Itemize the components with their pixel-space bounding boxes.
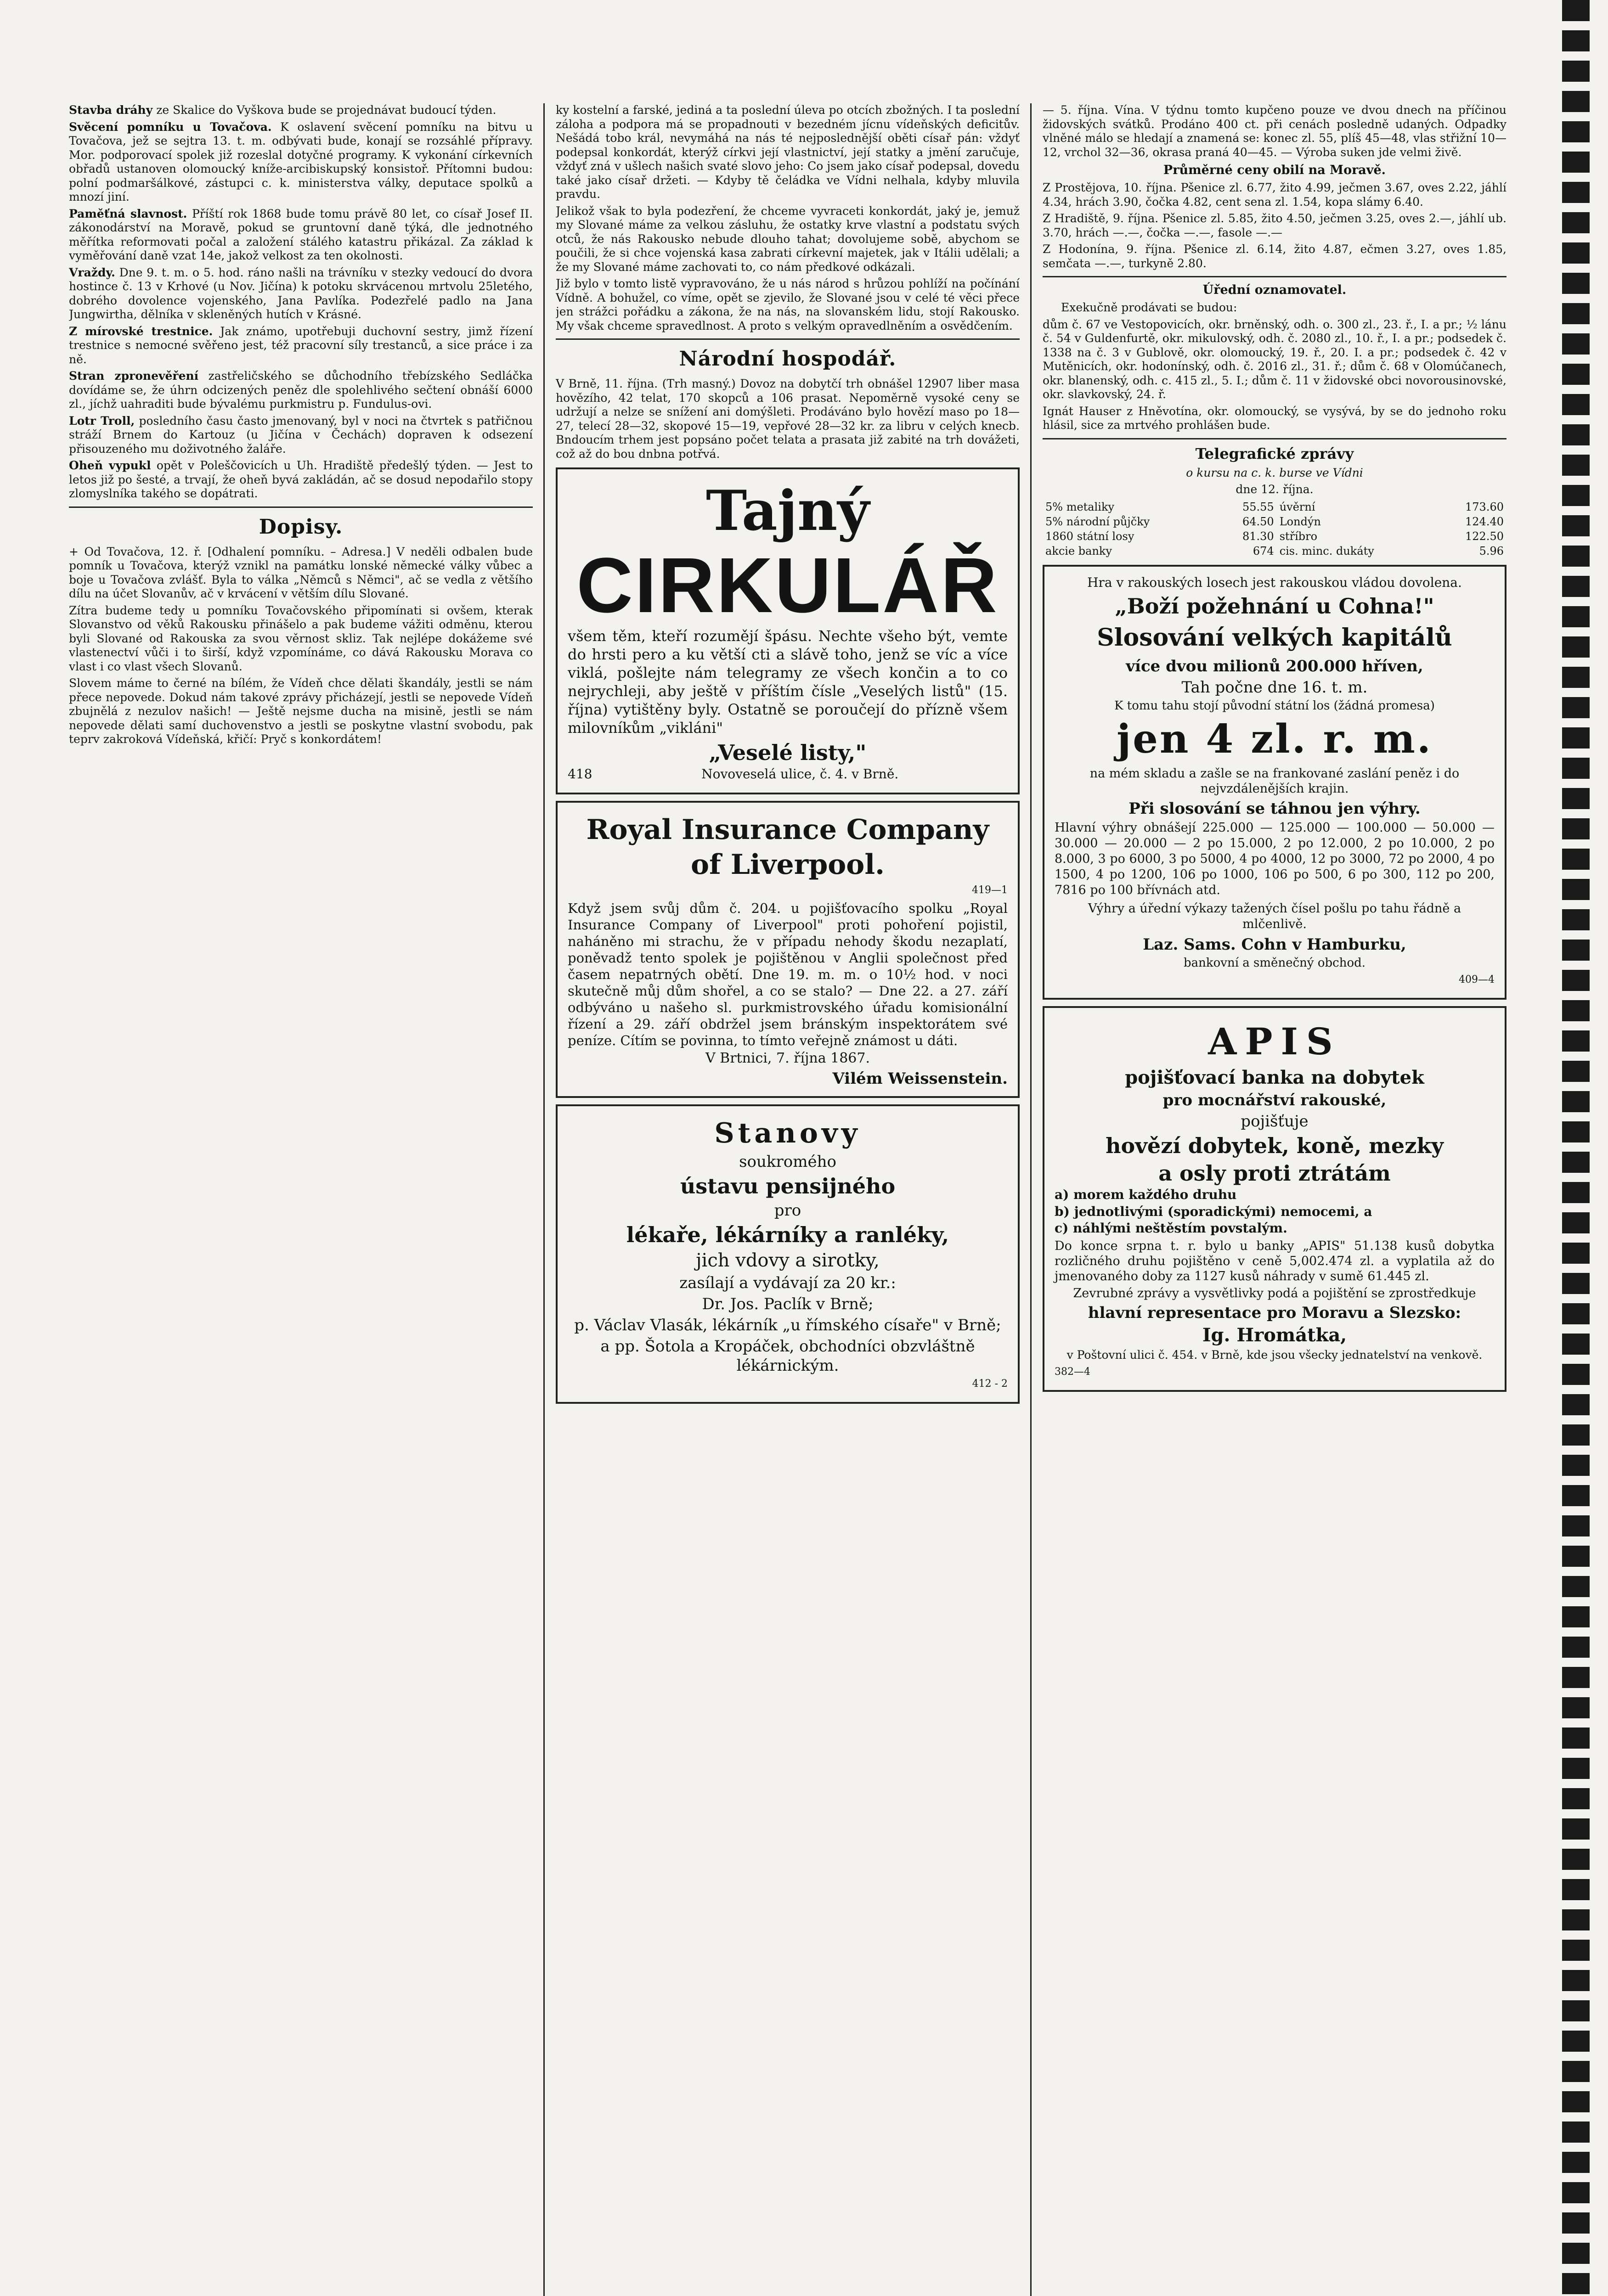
table-row: 5% metaliky 55.55 úvěrní 173.60 [1045,500,1504,513]
ad-number: 409—4 [1459,974,1495,985]
ad-line: Hlavní výhry obnášejí 225.000 — 125.000 — 100.000 — 50.000 — 30.000 — 20.000 — 2 po 15.000, 2 po 12.000, 2 po 10.000, 2 po 8.000, 3 po 6000, 3 po 5000, 4 po 4000, 12 po 3000, 72 po 2000, 4 po 1500, 4 po 1200, 106 po 1000, 106 po 500, 6 po 300, 112 po 200, 7816 po 100 břívnách atd. [1055,821,1495,897]
ad-signature: Laz. Sams. Cohn v Hamburku, [1143,935,1406,954]
ad-signature: Vilém Weissenstein. [832,1069,1008,1088]
ad-line: pojišťuje [1241,1112,1309,1131]
ad-line: Hra v rakouských losech jest rakouskou vládou dovolena. [1087,574,1462,590]
ad-title: Royal Insurance Company [586,813,989,846]
ad-cohn-lottery [1043,565,1506,1000]
market-report: V Brně, 11. října. (Trh masný.) Dovoz na dobytčí trh obnášel 12907 liber masa hovězího, 42 telat, 170 skopců a 106 prasat. Nepoměrně vysoké ceny se udržují a nelze se snížení ani domýšleti. Prodáváno bylo hovězí maso po 18—27, telecí 28—32, skopové 15—19, vepřové 28—32 kr. za libru v celých knecb. Bndoucím trhem jest popsáno počet telata a prasata již zabité na trh dovážeti, což až do bou dnbna potřvá. [556,377,1020,461]
ad-price: jen 4 zl. r. m. [1117,716,1433,762]
ad-line: hlavní representace pro Moravu a Slezsko: [1088,1304,1461,1322]
ad-line: soukromého [739,1152,836,1171]
section-title-dopisy: Dopisy. [259,515,343,539]
ad-title: of Liverpool. [690,848,885,881]
news-item: Lotr Troll, posledního času často jmenovaný, byl v noci na čtvrtek s patřičnou stráží Brnem do Kartouz (u Jičína v Čechách) dopraven k odsezení přisouzeného mu doživotného žaláře. [69,414,533,456]
divider [69,506,533,508]
ad-line: bankovní a směnečný obchod. [1183,956,1366,970]
ad-title: a osly proti ztrátám [1158,1161,1391,1186]
price-item: Z Hradiště, 9. října. Pšenice zl. 5.85, žito 4.50, ječmen 3.25, oves 2.—, jáhlí ub. 3.70, hrách —.—, čočka —.—, fasole —.— [1043,212,1506,239]
ad-royal-insurance [556,801,1020,1098]
news-item: Stavba dráhy ze Skalice do Vyškova bude se projednávat budoucí týden. [69,103,497,117]
tele-date: dne 12. října. [1236,483,1314,496]
ad-line: K tomu tahu stojí původní státní los (žádná promesa) [1114,698,1435,713]
article-paragraph: Již bylo v tomto listě vypravováno, že u nás národ s hrůzou pohlíží na počínání Vídně. A bohužel, co víme, opět se zjevilo, že Slované jsou v celé té věci přece jen strážci pořádku a zákona, že na nás, na slovanském lidu, stojí Rakousko. My však chceme spravedlnost. A proto s velkým opravedlněním a osvědčením. [556,277,1020,332]
ad-title: Stanovy [714,1117,861,1149]
news-item: Oheň vypukl opět v Poleščovicích u Uh. Hradiště předešlý týden. — Jest to letos již po šesté, a trvají, že oheň byvá zakládán, ač se dosud nepodařilo stopy zlomyslníka takého se dopátrati. [69,459,533,500]
urad-subtitle: Exekučně prodávati se budou: [1061,301,1237,314]
ad-place: V Brtnici, 7. října 1867. [705,1050,870,1066]
ad-line: Výhry a úřední výkazy tažených čísel pošlu po tahu řádně a mlčenlivě. [1088,901,1461,931]
column-rule [543,103,545,2296]
divider [1043,276,1506,277]
ad-line: zasílají a vydávají za 20 kr.: [679,1273,896,1292]
ad-line: na mém skladu a zašle se na frankované zaslání peněz i do nejvzdálenějších krajin. [1089,766,1460,796]
ad-title: Slosování velkých kapitálů [1097,623,1452,652]
ad-line: Zevrubné zprávy a vysvětlivky podá a pojištění se zprostředkuje [1073,1286,1476,1300]
ad-title: Tajný [706,478,869,543]
ad-title: APIS [1208,1020,1341,1063]
ad-number: 419—1 [972,884,1008,896]
ad-line: p. Václav Vlasák, lékárník „u římského císaře" v Brně; [574,1316,1001,1334]
section-title-narodni: Národní hospodář. [679,347,897,371]
ad-title: hovězí dobytek, koně, mezky [1106,1133,1444,1158]
news-item: Paměťná slavnost. Příští rok 1868 bude tomu právě 80 let, co císař Josef II. zákonodárství na Moravě, pokud se gruntovní daně týká, dle jednotného měřítka reformovati počal a založení stálého katastru přikázal. Za základ k vyměřování daně vzat 14e, jakož velkost za ten okolnosti. [69,207,533,262]
ad-address: 418 Novoveselá ulice, č. 4. v Brně. [568,766,899,782]
ad-title-large: CIRKULÁŘ [576,542,999,629]
price-item: Z Hodonína, 9. října. Pšenice zl. 6.14, žito 4.87, ečmen 3.27, oves 1.85, semčata —.—, turkyně 2.80. [1043,242,1506,270]
ad-stanovy [556,1104,1020,1404]
ad-line: pojišťovací banka na dobytek [1125,1067,1424,1088]
rates-table [1043,500,1506,558]
ad-signature: Ig. Hromátka, [1202,1324,1347,1346]
ad-text: Když jsem svůj dům č. 204. u pojišťovacího spolku „Royal Insurance Company of Liverpool" proti pohoření pojistil, naháněno mi strachu, že v případu nehody škodu nezaplatí, poněvadž tento spolek je pojištěnou v Anglii společnost před časem nepatrných obětí. Dne 19. m. m. o 10½ hod. v noci skutečně můj dům shořel, a co se stalo? — Dne 22. a 27. září odbýváno u našeho sl. purkmistrovského úřadu komisionální řízení a 29. září obdržel jsem bránským inspektorátem své peníze. Cítím se povinna, to tímto veřejně známost u dáti. [568,900,1008,1048]
news-item: Vraždy. Dne 9. t. m. o 5. hod. ráno našli na trávníku v stezky vedoucí do dvora hostince č. 13 v Krhové (u Nov. Jičína) k potoku skrvácenou mrtvolu 25letého, dobrého dovolence vojenského, Jana Pavlíka. Podezřelé padlo na Jana Jungwirtha, dělníka v skleněných hutích v Krásné. [69,265,533,321]
ad-tajny-cirkular [556,467,1020,794]
table-row: 1860 státní losy 81.30 stříbro 122.50 [1045,529,1504,543]
ad-apis [1043,1006,1506,1392]
price-item: Z Prostějova, 10. října. Pšenice zl. 6.77, žito 4.99, ječmen 3.67, oves 2.22, jáhlí 4.34, hrách 3.90, čočka 4.82, cent sena zl. 1.54, kopa slámy 6.40. [1043,181,1506,208]
ad-brand: „Veselé listy," [709,740,867,765]
column-3 [1043,103,1506,2296]
ad-line: Dr. Jos. Paclík v Brně; [702,1294,874,1313]
ad-line: Tah počne dne 16. t. m. [1181,678,1368,697]
wine-report: — 5. října. Vína. V týdnu tomto kupčeno pouze ve dvou dnech na příčinou židovských svátků. Prodáno 400 ct. při cenách posledně udaných. Odpadky vlněné málo se hledají a znamená se: konec zl. 55, plíš 45—48, vlas střižní 10—12, vrchol 32—36, okrasa praná 40—45. — Výroba suken jde velmi živě. [1043,103,1506,159]
news-item: Stran zpronevěření zastřeličského se důchodního třebízského Sedláčka dovídáme se, že úhrn odcizených peněz dle spolehlivého sečtení obnáší 6000 zl., jíchž uahraditi bude bývalému purkmistru p. Fundulus-ovi. [69,369,533,411]
tele-subtitle: o kursu na c. k. burse ve Vídni [1186,466,1363,479]
column-1 [69,103,533,2296]
ad-line: jich vdovy a sirotky, [696,1249,880,1271]
letter-paragraph: Slovem máme to černé na bílém, že Vídeň chce dělati škandály, jestli se nám přece nepovede. Dokud nám takové zprávy přicházejí, jestli se nepovede Vídeň zbujnělá z nezulov našich! — Ještě nejsme ducha na misině, jestli se nám nepovede dělati samí duchovenstvo a jestli se poskytne vlastní svobodu, pak teprv zakroková Vídeňská, křičí: Pryč s konkordátem! [69,676,533,746]
ad-line: více dvou milionů 200.000 hříven, [1126,657,1423,675]
ad-line: b) jednotlivými (sporadickými) nemocemi, a [1055,1204,1372,1219]
article-paragraph: ky kostelní a farské, jediná a ta poslední úleva po otcích zbožných. I ta poslední záloha a podpora má se propadnouti v bezedném jícnu vídeňských deficitův. Nešádá tobo král, nevymáhá na nás té nejposlednější oběti císař pán: vždyť podepsal konkordát, kterýž církvi její vlastnictví, její statky a jmění zaručuje, vždyť zná v ušlech našich svaté slovo jeho: Co jsem jako císař podepsal, dovedu také jako císař držeti. — Kdyby tě čeládka ve Vídni nelhala, kdyby mluvila pravdu. [556,103,1020,201]
ad-line: a pp. Šotola a Kropáček, obchodníci obzvláštně lékárnickým. [600,1337,975,1375]
news-item: Svěcení pomníku u Tovačova. K oslavení svěcení pomníku na bitvu u Tovačova, jež se sejtra 13. t. m. odbývati bude, konají se rozsáhlé přípravy. Mor. podporovací spolek již rozeslal dotyčné programy. K vykonání církevních obřadů ustanoven olomoucký kníže-arcibiskupský konsistoř. Přítomni budou: polní podmaršálkové, zástupci c. k. ministerstva války, deputace spolků a mnozí jiní. [69,120,533,203]
ad-number: 382—4 [1055,1366,1090,1378]
ad-line: pro [774,1201,801,1220]
column-rule [1030,103,1032,2296]
letter-paragraph: Zítra budeme tedy u pomníku Tovačovského připomínati si ovšem, kterak Slovanstvo od věků Rakousku přinášelo a pak budeme vážiti odměnu, kterou byli Slované od Rakouska za svou věrnost skliz. Tak nejlépe dokážeme své vlastenectví vůči i to širší, když vzpomínáme, co dává Rakousku Morava co vlast i co vlast všech Slovanů. [69,603,533,673]
ad-line: ústavu pensijného [680,1173,896,1199]
urad-text: Ignát Hauser z Hněvotína, okr. olomoucký, se vysývá, by se do jednoho roku hlásil, sice za mrtvého prohlášen bude. [1043,404,1506,432]
article-paragraph: Jelikož však to byla podezření, že chceme vyvraceti konkordát, jaký je, jemuž my Slované máme za velkou zásluhu, že ostatky krve vlastní a podstatu svých otců, že nás Rakousko nebude dlouho tahat; dovolujeme sobě, abychom se poučili, že si chce vojenská kasa zabrati církevní majetek, jak v Itálii udělali; a že my Slované máme zachovati to, co nám předkové odkázali. [556,204,1020,274]
divider [1043,438,1506,439]
section-title-urad: Úřední oznamovatel. [1202,283,1347,297]
binding-edge [1562,0,1590,2296]
column-2 [556,103,1020,2296]
ad-line: Do konce srpna t. r. bylo u banky „APIS" 51.138 kusů dobytka rozličného druhu pojištěno v ceně 5,002.474 zl. a vyplatila až do jmenovaného doby za 1127 kusů náhrady v sumě 61.445 zl. [1055,1238,1495,1283]
ad-line: a) morem každého druhu [1055,1187,1237,1202]
section-title-tele: Telegrafické zprávy [1195,445,1354,462]
ad-line: v Poštovní ulici č. 454. v Brně, kde jsou všecky jednatelství na venkově. [1066,1348,1483,1362]
table-row: 5% národní půjčky 64.50 Londýn 124.40 [1045,515,1504,528]
letter-paragraph: + Od Tovačova, 12. ř. [Odhalení pomníku. – Adresa.] V neděli odbalen bude pomník u Tovačova, kterýž vznikl na památku lonské německé války vůbec a boje u Tovačova zvlášť. Byla to válka „Němců s Němci", ač se vedla z většího dílu na účet Slovanův, ač v krvácení v větším dílu Slované. [69,545,533,600]
table-row: akcie banky 674 cis. minc. dukáty 5.96 [1045,544,1504,557]
ad-line: pro mocnářství rakouské, [1162,1091,1387,1109]
ad-line: c) náhlými neštěstím povstalým. [1055,1221,1287,1236]
news-item: Z mírovské trestnice. Jak známo, upotřebuji duchovní sestry, jimž řízení trestnice s nemocné svěřeno jest, též pracovní síly trestanců, a sice práce i za ně. [69,324,533,366]
ad-text: všem těm, kteří rozumějí špásu. Nechte všeho být, vemte do hrsti pero a ku větší cti a slávě toho, jenž se víc a více viklá, pošlejte nám telegramy ze všech končin a to co nejrychleji, aby ještě v příštím čísle „Veselých listů" (15. října) vytištěny byly. Ostatně se poroučejí do přízně všem milovníkům „vikláni" [568,627,1008,737]
urad-text: dům č. 67 ve Vestopovicích, okr. brněnský, odh. o. 300 zl., 23. ř., I. a pr.; ½ lánu č. 54 v Guldenfurtě, okr. mikulovský, odh. č. 2080 zl., 10. ř., I. a pr.; podsedek č. 1338 na č. 3 v Gublově, okr. olomoucký, 19. ř., 20. I. a pr.; podsedek č. 42 v Mutěnicích, okr. hodonínský, odh. č. 2016 zl., 31. ř.; dům č. 68 v Olomúčanech, okr. blanenský, odh. c. 415 zl., 5. I.; dům č. 11 v židovské obci novorousinovské, okr. slavkovský, 24. ř. [1043,317,1506,401]
ad-line: lékaře, lékárníky a ranléky, [626,1222,949,1247]
section-title-prices: Průměrné ceny obilí na Moravě. [1163,163,1386,177]
ad-line: Při slosování se táhnou jen výhry. [1128,799,1421,818]
divider [556,338,1020,340]
ad-number: 412 - 2 [972,1378,1008,1390]
ad-title: „Boží požehnání u Cohna!" [1115,593,1434,619]
